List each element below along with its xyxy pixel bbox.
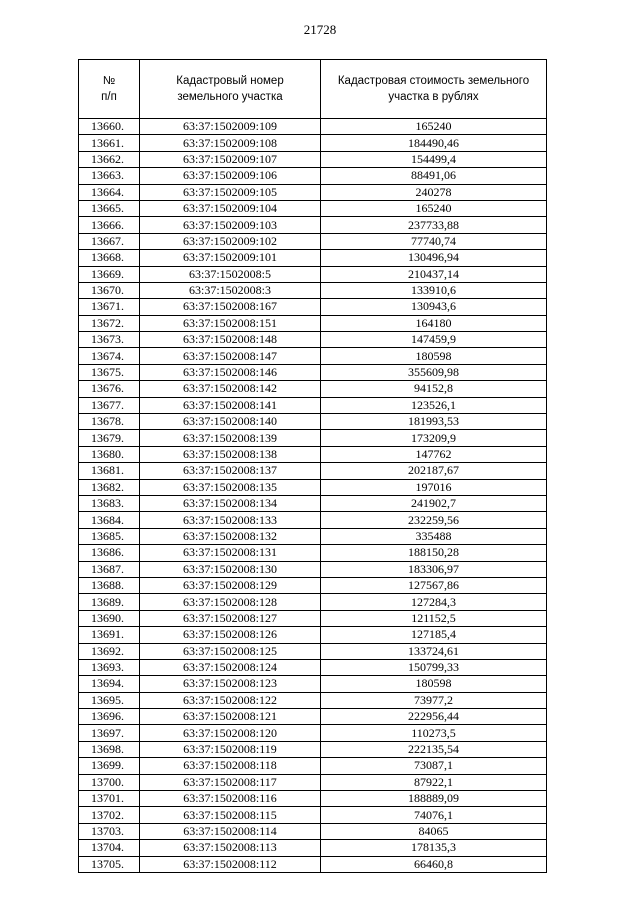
cadastral-number: 63:37:1502009:101	[140, 250, 321, 266]
table-row	[79, 348, 547, 364]
cadastral-value: 181993,53	[321, 414, 547, 430]
row-number: 13699.	[79, 758, 140, 774]
row-number: 13668.	[79, 250, 140, 266]
row-number: 13675.	[79, 364, 140, 380]
cadastral-number: 63:37:1502008:128	[140, 594, 321, 610]
header-number-line2: п/п	[101, 91, 117, 103]
cadastral-number: 63:37:1502008:125	[140, 643, 321, 659]
cadastral-number: 63:37:1502008:137	[140, 463, 321, 479]
row-number: 13667.	[79, 233, 140, 249]
header-cadastral-number	[140, 60, 321, 119]
cadastral-value: 202187,67	[321, 463, 547, 479]
cadastral-value: 147762	[321, 446, 547, 462]
cadastral-value: 180598	[321, 348, 547, 364]
cadastral-number: 63:37:1502008:116	[140, 791, 321, 807]
table-row	[79, 315, 547, 331]
cadastral-number: 63:37:1502008:167	[140, 299, 321, 315]
cadastral-number: 63:37:1502008:135	[140, 479, 321, 495]
cadastral-number: 63:37:1502008:113	[140, 840, 321, 856]
cadastral-number: 63:37:1502008:114	[140, 823, 321, 839]
header-value-line2: участка в рублях	[388, 91, 479, 103]
cadastral-number: 63:37:1502008:132	[140, 528, 321, 544]
cadastral-number: 63:37:1502008:134	[140, 495, 321, 511]
row-number: 13688.	[79, 577, 140, 593]
row-number: 13691.	[79, 627, 140, 643]
cadastral-number: 63:37:1502009:102	[140, 233, 321, 249]
row-number: 13672.	[79, 315, 140, 331]
cadastral-value: 127284,3	[321, 594, 547, 610]
table-row	[79, 774, 547, 790]
cadastral-value: 188150,28	[321, 545, 547, 561]
row-number: 13695.	[79, 692, 140, 708]
cadastral-value: 123526,1	[321, 397, 547, 413]
cadastral-value: 222956,44	[321, 709, 547, 725]
row-number: 13662.	[79, 151, 140, 167]
table-row	[79, 627, 547, 643]
row-number: 13690.	[79, 610, 140, 626]
row-number: 13686.	[79, 545, 140, 561]
table-row	[79, 545, 547, 561]
row-number: 13697.	[79, 725, 140, 741]
table-row	[79, 643, 547, 659]
cadastral-number: 63:37:1502008:146	[140, 364, 321, 380]
table-row	[79, 446, 547, 462]
cadastral-number: 63:37:1502008:147	[140, 348, 321, 364]
table-row	[79, 479, 547, 495]
cadastral-number: 63:37:1502008:3	[140, 282, 321, 298]
cadastral-value: 188889,09	[321, 791, 547, 807]
cadastral-value: 84065	[321, 823, 547, 839]
table-row	[79, 610, 547, 626]
row-number: 13682.	[79, 479, 140, 495]
table-row	[79, 577, 547, 593]
cadastral-number: 63:37:1502009:103	[140, 217, 321, 233]
cadastral-value: 94152,8	[321, 381, 547, 397]
table-row	[79, 250, 547, 266]
table-row	[79, 430, 547, 446]
row-number: 13674.	[79, 348, 140, 364]
row-number: 13685.	[79, 528, 140, 544]
table-row	[79, 741, 547, 757]
cadastral-value: 110273,5	[321, 725, 547, 741]
table-row	[79, 495, 547, 511]
table-row	[79, 823, 547, 839]
table-row	[79, 168, 547, 184]
cadastral-value: 165240	[321, 200, 547, 216]
row-number: 13704.	[79, 840, 140, 856]
cadastral-number: 63:37:1502009:107	[140, 151, 321, 167]
row-number: 13683.	[79, 495, 140, 511]
cadastral-value: 147459,9	[321, 332, 547, 348]
cadastral-value: 150799,33	[321, 659, 547, 675]
row-number: 13701.	[79, 791, 140, 807]
cadastral-value: 127185,4	[321, 627, 547, 643]
table-row	[79, 332, 547, 348]
cadastral-value: 241902,7	[321, 495, 547, 511]
cadastral-value: 173209,9	[321, 430, 547, 446]
header-number-line1: №	[102, 75, 116, 87]
cadastral-number: 63:37:1502008:127	[140, 610, 321, 626]
row-number: 13666.	[79, 217, 140, 233]
cadastral-value: 121152,5	[321, 610, 547, 626]
cadastral-number: 63:37:1502008:148	[140, 332, 321, 348]
cadastral-value: 88491,06	[321, 168, 547, 184]
cadastral-value: 355609,98	[321, 364, 547, 380]
table-row	[79, 151, 547, 167]
cadastral-value: 66460,8	[321, 856, 547, 872]
cadastral-number: 63:37:1502008:123	[140, 676, 321, 692]
cadastral-value: 73977,2	[321, 692, 547, 708]
cadastral-value: 127567,86	[321, 577, 547, 593]
cadastral-number: 63:37:1502008:131	[140, 545, 321, 561]
cadastral-value: 133910,6	[321, 282, 547, 298]
header-number	[79, 60, 140, 119]
cadastral-value: 154499,4	[321, 151, 547, 167]
table-row	[79, 561, 547, 577]
cadastral-value: 335488	[321, 528, 547, 544]
cadastral-number: 63:37:1502008:122	[140, 692, 321, 708]
row-number: 13698.	[79, 741, 140, 757]
row-number: 13694.	[79, 676, 140, 692]
row-number: 13693.	[79, 659, 140, 675]
cadastral-number: 63:37:1502009:108	[140, 135, 321, 151]
row-number: 13681.	[79, 463, 140, 479]
table-row	[79, 364, 547, 380]
row-number: 13660.	[79, 119, 140, 135]
row-number: 13700.	[79, 774, 140, 790]
cadastral-number: 63:37:1502009:104	[140, 200, 321, 216]
cadastral-number: 63:37:1502008:139	[140, 430, 321, 446]
table-row	[79, 807, 547, 823]
table-row	[79, 200, 547, 216]
table-row	[79, 692, 547, 708]
cadastral-number: 63:37:1502008:138	[140, 446, 321, 462]
row-number: 13702.	[79, 807, 140, 823]
header-cadastral-value	[321, 60, 547, 119]
cadastral-number: 63:37:1502008:115	[140, 807, 321, 823]
header-cadastral-line2: земельного участка	[177, 91, 283, 103]
row-number: 13687.	[79, 561, 140, 577]
cadastral-value: 222135,54	[321, 741, 547, 757]
cadastral-value: 87922,1	[321, 774, 547, 790]
row-number: 13664.	[79, 184, 140, 200]
row-number: 13680.	[79, 446, 140, 462]
table-row	[79, 397, 547, 413]
table-row	[79, 135, 547, 151]
table-row	[79, 676, 547, 692]
cadastral-number: 63:37:1502008:140	[140, 414, 321, 430]
row-number: 13676.	[79, 381, 140, 397]
table-row	[79, 725, 547, 741]
cadastral-value: 180598	[321, 676, 547, 692]
table-row	[79, 414, 547, 430]
row-number: 13665.	[79, 200, 140, 216]
row-number: 13696.	[79, 709, 140, 725]
row-number: 13663.	[79, 168, 140, 184]
row-number: 13669.	[79, 266, 140, 282]
cadastral-number: 63:37:1502008:126	[140, 627, 321, 643]
table-row	[79, 594, 547, 610]
cadastral-number: 63:37:1502008:121	[140, 709, 321, 725]
table-row	[79, 528, 547, 544]
table-row	[79, 709, 547, 725]
table-row	[79, 233, 547, 249]
table-row	[79, 282, 547, 298]
cadastral-number: 63:37:1502008:133	[140, 512, 321, 528]
table-row	[79, 659, 547, 675]
page-number: 21728	[303, 22, 337, 37]
table-row	[79, 512, 547, 528]
table-row	[79, 119, 547, 135]
header-value-line1: Кадастровая стоимость земельного	[337, 75, 530, 87]
row-number: 13692.	[79, 643, 140, 659]
cadastral-number: 63:37:1502008:151	[140, 315, 321, 331]
table-row	[79, 791, 547, 807]
table-row	[79, 463, 547, 479]
cadastral-value: 237733,88	[321, 217, 547, 233]
cadastral-number: 63:37:1502008:5	[140, 266, 321, 282]
table-row	[79, 381, 547, 397]
cadastral-value: 130496,94	[321, 250, 547, 266]
table-header-row	[79, 60, 547, 119]
cadastral-value: 210437,14	[321, 266, 547, 282]
cadastral-number: 63:37:1502008:117	[140, 774, 321, 790]
cadastral-value: 164180	[321, 315, 547, 331]
table-row	[79, 217, 547, 233]
table-row	[79, 840, 547, 856]
row-number: 13705.	[79, 856, 140, 872]
cadastral-number: 63:37:1502008:112	[140, 856, 321, 872]
row-number: 13689.	[79, 594, 140, 610]
row-number: 13679.	[79, 430, 140, 446]
header-cadastral-line1: Кадастровый номер	[176, 75, 284, 87]
row-number: 13703.	[79, 823, 140, 839]
cadastral-value: 240278	[321, 184, 547, 200]
cadastral-number: 63:37:1502009:105	[140, 184, 321, 200]
row-number: 13661.	[79, 135, 140, 151]
cadastral-value: 197016	[321, 479, 547, 495]
row-number: 13678.	[79, 414, 140, 430]
cadastral-value: 232259,56	[321, 512, 547, 528]
cadastral-number: 63:37:1502009:106	[140, 168, 321, 184]
cadastral-value: 184490,46	[321, 135, 547, 151]
cadastral-value-table	[78, 59, 547, 873]
cadastral-value: 74076,1	[321, 807, 547, 823]
cadastral-value: 130943,6	[321, 299, 547, 315]
cadastral-value: 183306,97	[321, 561, 547, 577]
cadastral-value: 73087,1	[321, 758, 547, 774]
row-number: 13671.	[79, 299, 140, 315]
cadastral-value: 165240	[321, 119, 547, 135]
table-row	[79, 184, 547, 200]
row-number: 13670.	[79, 282, 140, 298]
cadastral-number: 63:37:1502008:118	[140, 758, 321, 774]
table-row	[79, 758, 547, 774]
cadastral-number: 63:37:1502008:130	[140, 561, 321, 577]
cadastral-number: 63:37:1502008:119	[140, 741, 321, 757]
cadastral-value: 133724,61	[321, 643, 547, 659]
row-number: 13684.	[79, 512, 140, 528]
table-row	[79, 266, 547, 282]
table-row	[79, 299, 547, 315]
table-row	[79, 856, 547, 872]
cadastral-value: 178135,3	[321, 840, 547, 856]
cadastral-number: 63:37:1502008:120	[140, 725, 321, 741]
row-number: 13677.	[79, 397, 140, 413]
cadastral-number: 63:37:1502008:142	[140, 381, 321, 397]
cadastral-number: 63:37:1502009:109	[140, 119, 321, 135]
cadastral-number: 63:37:1502008:129	[140, 577, 321, 593]
row-number: 13673.	[79, 332, 140, 348]
cadastral-value: 77740,74	[321, 233, 547, 249]
cadastral-number: 63:37:1502008:124	[140, 659, 321, 675]
cadastral-number: 63:37:1502008:141	[140, 397, 321, 413]
